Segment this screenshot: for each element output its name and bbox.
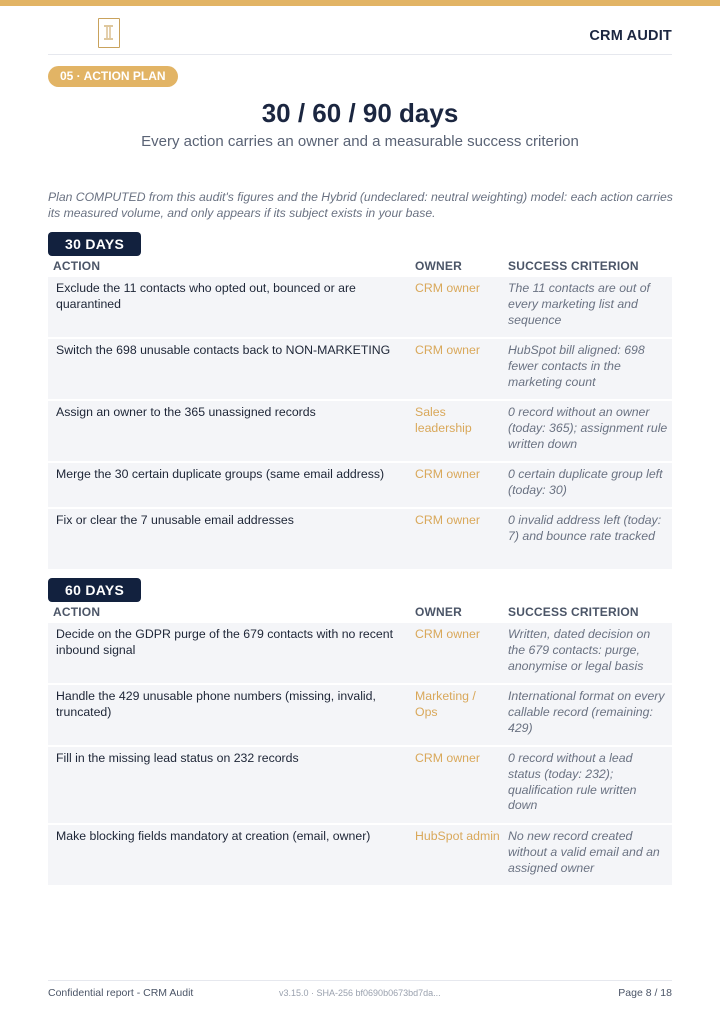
table-row [48,399,672,461]
column-logo-icon [98,18,120,48]
criterion-text: 0 invalid address left (today: 7) and bounce rate tracked [508,513,662,543]
column-header-owner: OWNER [415,259,462,273]
owner-text: CRM owner [415,627,480,641]
table-row [48,277,672,337]
owner-text: CRM owner [415,281,480,295]
owner-text: HubSpot admin [415,829,500,843]
column-header-owner: OWNER [415,605,462,619]
table-row [48,745,672,823]
table-row [48,683,672,745]
action-text: Make blocking fields mandatory at creation (email, owner) [56,829,371,843]
action-text: Merge the 30 certain duplicate groups (same email address) [56,467,385,481]
page-number: Page 8 / 18 [618,987,672,999]
criterion-text: No new record created without a valid email and an assigned owner [508,829,660,875]
table-row [48,823,672,885]
criterion-text: The 11 contacts are out of every marketing list and sequence [508,281,650,327]
column-header-criterion: SUCCESS CRITERION [508,259,639,273]
owner-text: Sales leadership [415,405,472,435]
owner-text: CRM owner [415,513,480,527]
column-header-action: ACTION [53,259,101,273]
page-title: 30 / 60 / 90 days [261,98,459,128]
table-row [48,623,672,683]
brand-title: CRM AUDIT [589,28,672,44]
page-footer [48,980,672,999]
owner-text: CRM owner [415,343,480,357]
action-text: Fill in the missing lead status on 232 records [56,751,299,765]
action-text: Switch the 698 unusable contacts back to NON-MARKETING [56,343,391,357]
criterion-text: International format on every callable record (remaining: 429) [508,689,665,735]
action-table-60-days [48,623,672,885]
owner-text: Marketing / Ops [415,689,476,719]
footer-version: v3.15.0 · SHA-256 bf0690b0673bd7da... [279,988,441,998]
action-table-30-days [48,277,672,569]
owner-text: CRM owner [415,751,480,765]
top-accent-bar [0,0,720,6]
action-text: Decide on the GDPR purge of the 679 contacts with no recent inbound signal [56,627,393,657]
criterion-text: 0 record without an owner (today: 365); assignment rule written down [508,405,668,451]
footer-confidential-label: Confidential report - CRM Audit [48,987,194,999]
phase-badge-30-days: 30 DAYS [48,232,141,256]
criterion-text: 0 certain duplicate group left (today: 30) [508,467,663,497]
column-header-criterion: SUCCESS CRITERION [508,605,639,619]
column-header-action: ACTION [53,605,101,619]
phase-badge-60-days: 60 DAYS [48,578,141,602]
action-text: Assign an owner to the 365 unassigned records [56,405,316,419]
page-header [48,18,672,55]
criterion-text: Written, dated decision on the 679 contacts: purge, anonymise or legal basis [508,627,651,673]
intro-note: Plan COMPUTED from this audit's figures and the Hybrid (undeclared: neutral weighting) model: each action carries its measured volume, and only appears if its subject exists in your base. [48,190,673,220]
criterion-text: HubSpot bill aligned: 698 fewer contacts in the marketing count [508,343,645,389]
table-row [48,337,672,399]
action-text: Exclude the 11 contacts who opted out, bounced or are quarantined [56,281,356,311]
criterion-text: 0 record without a lead status (today: 232); qualification rule written down [508,751,637,813]
page-subtitle: Every action carries an owner and a measurable success criterion [141,133,579,150]
action-text: Handle the 429 unusable phone numbers (missing, invalid, truncated) [56,689,376,719]
action-text: Fix or clear the 7 unusable email addresses [56,513,294,527]
table-row [48,461,672,507]
section-label-pill: 05 · ACTION PLAN [48,66,178,87]
owner-text: CRM owner [415,467,480,481]
table-row [48,507,672,569]
